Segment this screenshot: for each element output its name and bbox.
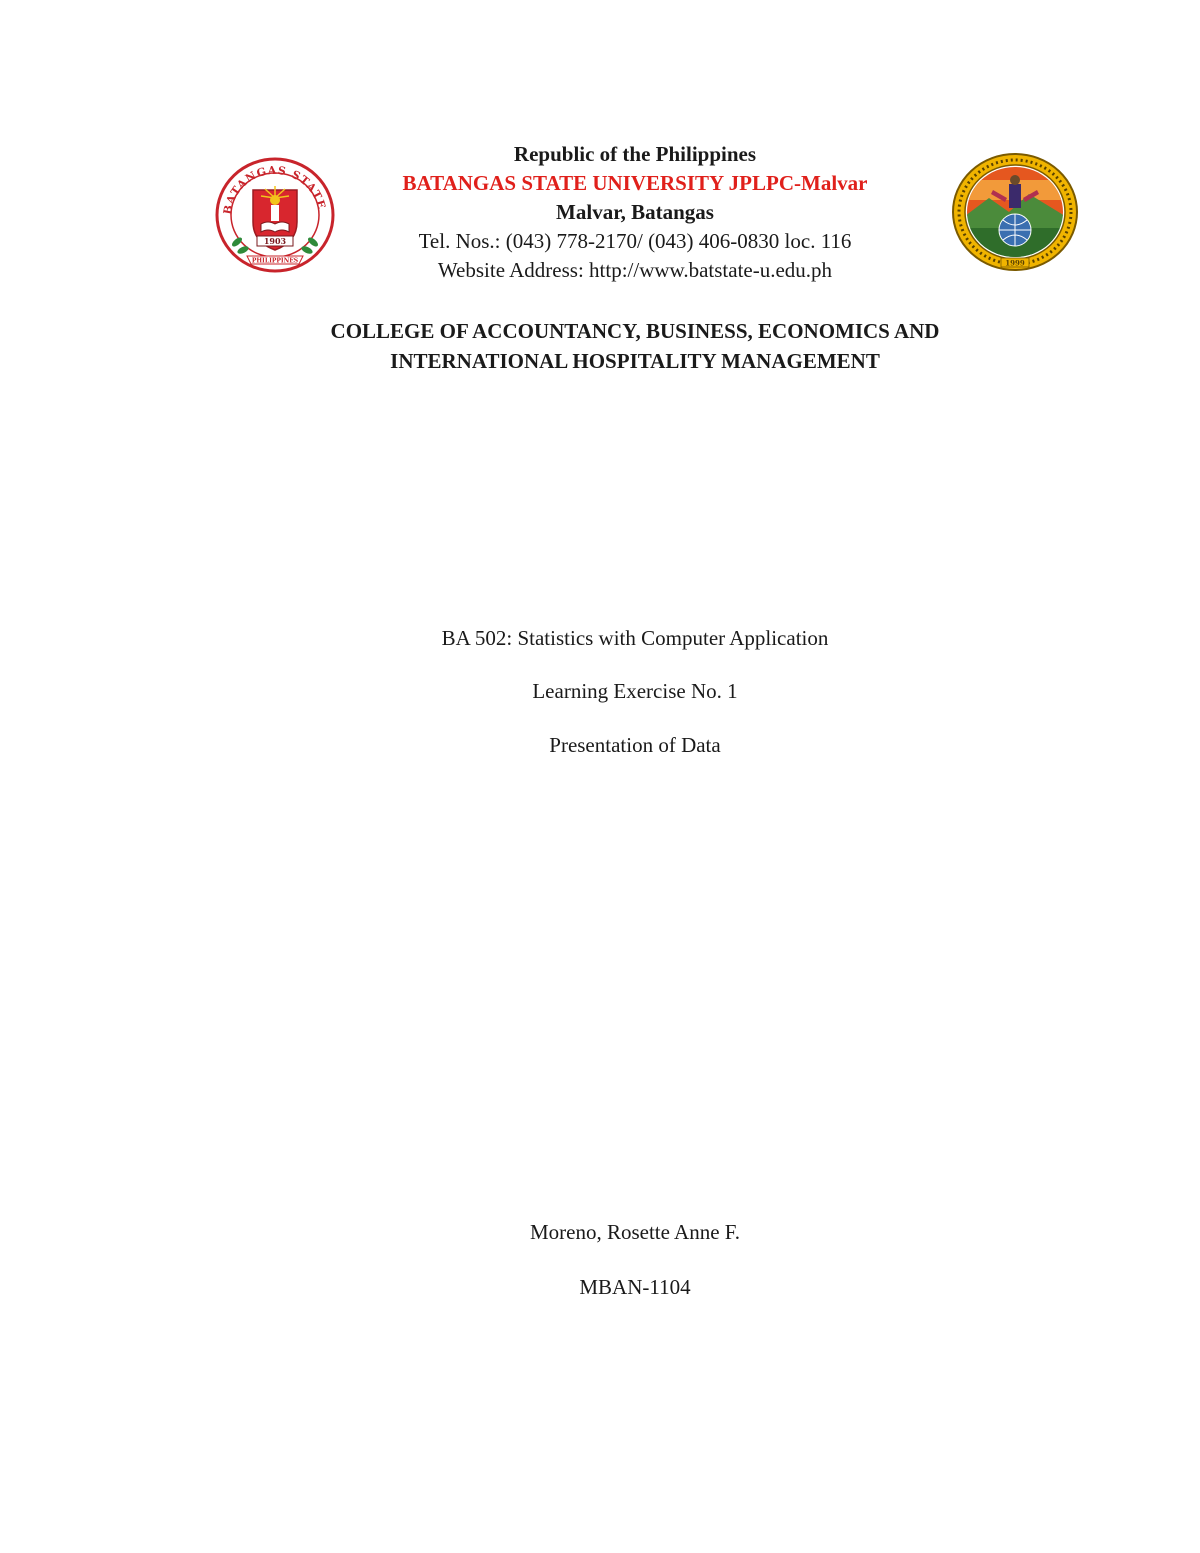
course-title: BA 502: Statistics with Computer Application [441,626,829,650]
college-name [235,316,1035,376]
svg-text:PHILIPPINES: PHILIPPINES [251,257,299,265]
topic-title: Presentation of Data [549,733,721,757]
batstate-u-logo [213,156,337,274]
section-code: MBAN-1104 [579,1275,691,1299]
exercise-title: Learning Exercise No. 1 [532,679,738,703]
campus-location: Malvar, Batangas [556,200,714,224]
campus-seal-logo [949,150,1081,274]
republic-label: Republic of the Philippines [513,142,757,166]
telephone-numbers: Tel. Nos.: (043) 778-2170/ (043) 406-0830 loc. 116 [418,229,852,253]
college-name-line-2: INTERNATIONAL HOSPITALITY MANAGEMENT [390,349,880,373]
svg-text:BATANGAS STATE UNIVERSITY: BATANGAS STATE [220,163,329,216]
website-address: Website Address: http://www.batstate-u.edu.ph [437,258,833,282]
university-name: BATANGAS STATE UNIVERSITY JPLPC-Malvar [402,171,868,195]
letterhead [335,140,935,285]
student-name: Moreno, Rosette Anne F. [529,1220,741,1244]
svg-text:1999: 1999 [1005,258,1025,268]
svg-text:1903: 1903 [263,236,287,246]
college-name-line-1: COLLEGE OF ACCOUNTANCY, BUSINESS, ECONOMICS AND [330,319,940,343]
